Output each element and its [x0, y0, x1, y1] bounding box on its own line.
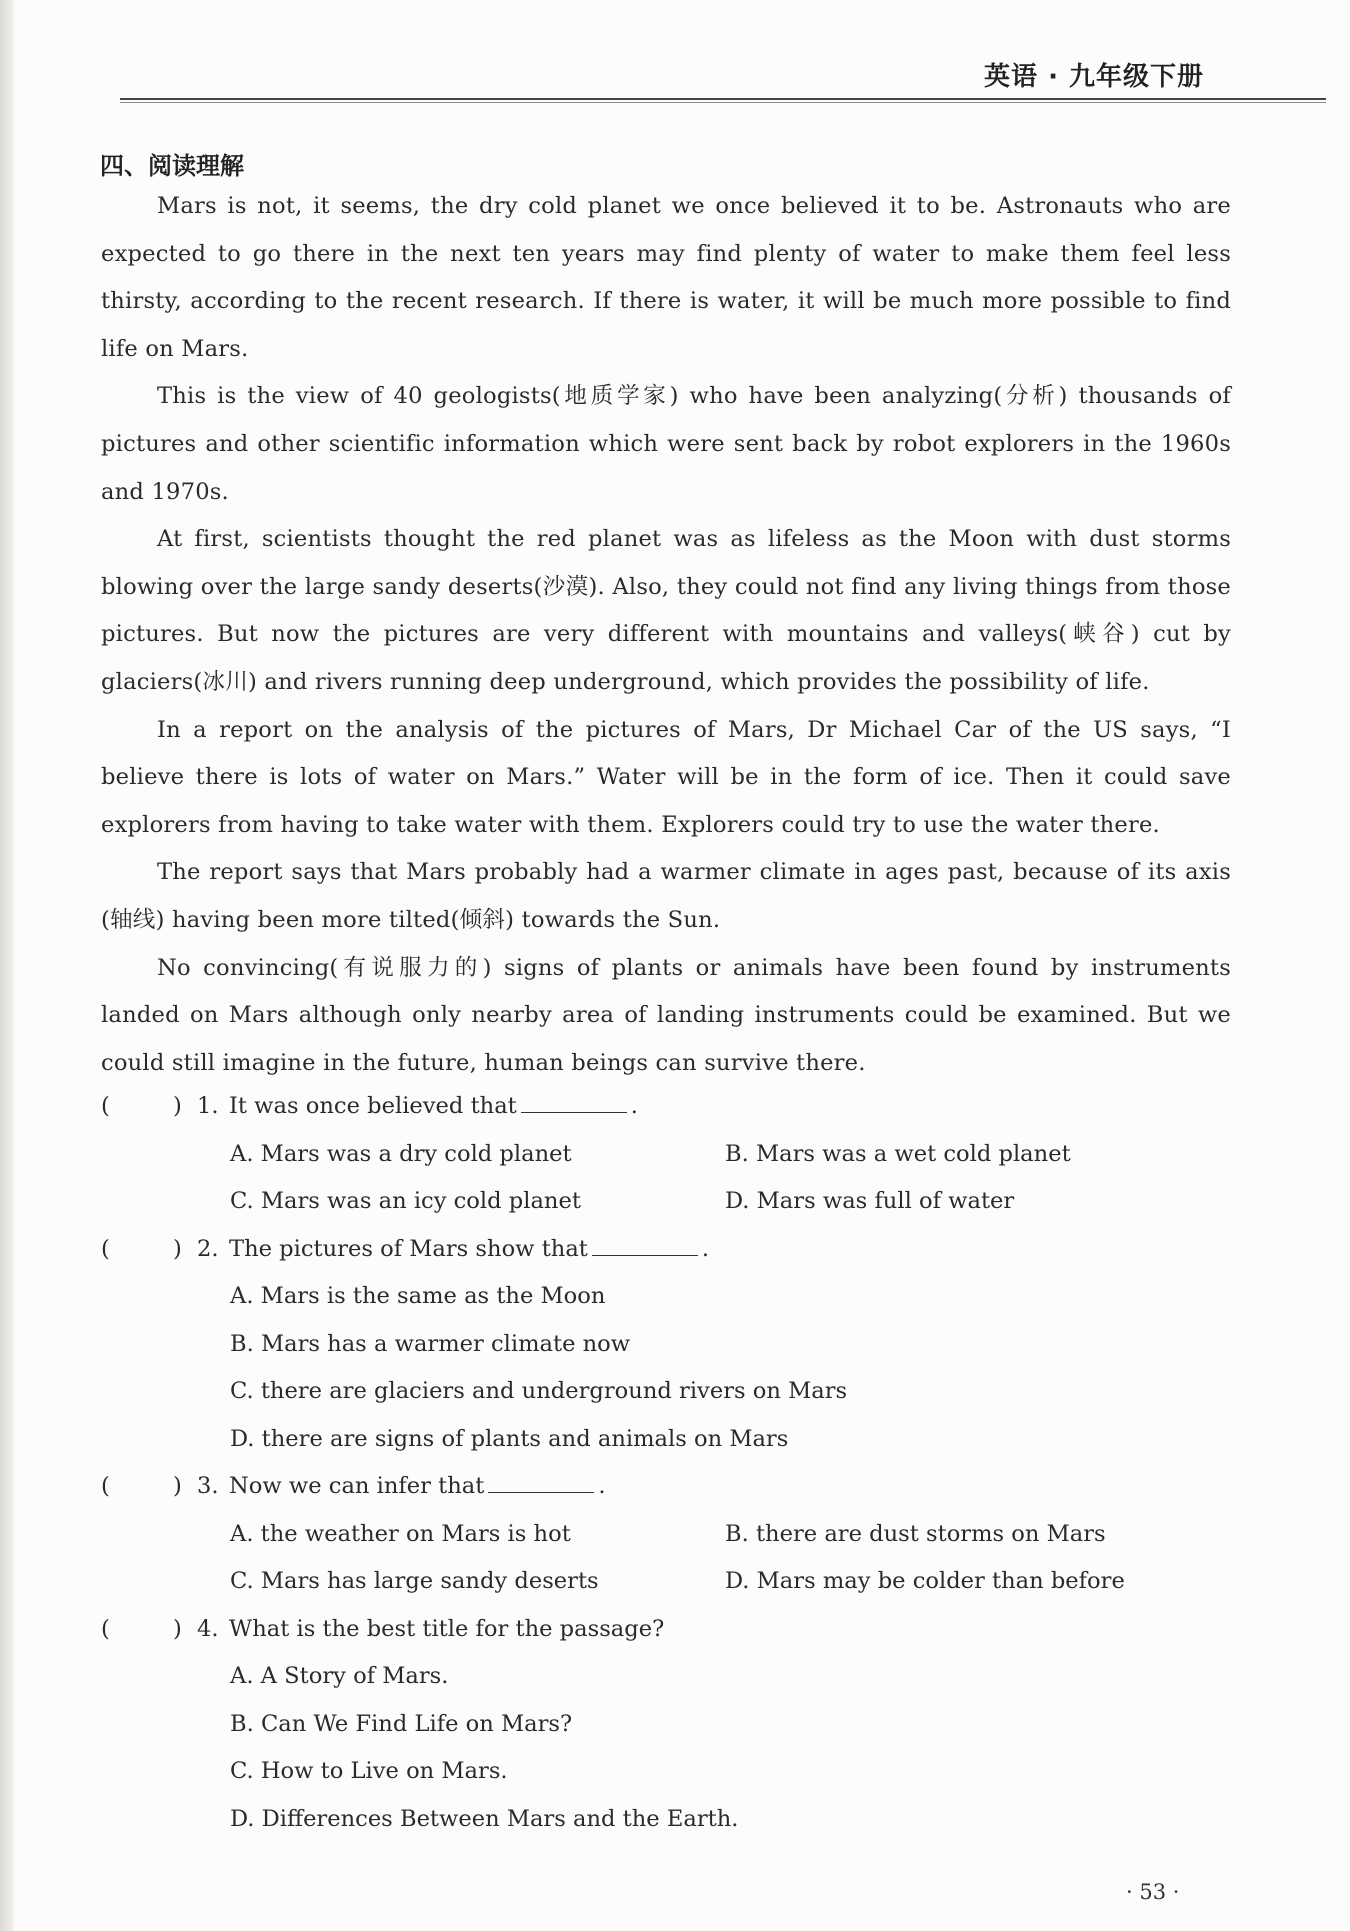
answer-paren-open: ( — [101, 1615, 110, 1642]
option-row — [101, 1273, 1231, 1321]
question-3 — [101, 1463, 1231, 1511]
question-4 — [101, 1606, 1231, 1654]
option-row — [101, 1416, 1231, 1464]
answer-paren-close: ) — [173, 1615, 182, 1642]
question-2 — [101, 1226, 1231, 1274]
option-row — [101, 1653, 1231, 1701]
header-divider — [120, 98, 1326, 100]
option-b: B. Can We Find Life on Mars? — [230, 1710, 573, 1737]
question-stem: It was once believed that . — [229, 1083, 638, 1131]
answer-blank — [488, 1470, 594, 1493]
option-d: D. Differences Between Mars and the Earth. — [230, 1805, 739, 1832]
option-row — [101, 1131, 1231, 1179]
option-a: A. Mars was a dry cold planet — [230, 1140, 572, 1167]
option-a: A. A Story of Mars. — [230, 1663, 449, 1689]
header-divider-thin — [120, 102, 1326, 103]
option-c: C. Mars was an icy cold planet — [230, 1188, 581, 1214]
option-d: D. there are signs of plants and animals on Mars — [230, 1425, 789, 1452]
option-c: C. there are glaciers and underground rivers on Mars — [230, 1378, 848, 1404]
option-row — [101, 1796, 1231, 1844]
answer-blank — [592, 1233, 698, 1256]
page-number: · 53 · — [1126, 1880, 1180, 1904]
passage-paragraph: The report says that Mars probably had a warmer climate in ages past, because of its axis (轴线) having been more tilted(倾斜) towards the Sun. — [101, 859, 1231, 933]
option-row — [101, 1321, 1231, 1369]
option-b: B. Mars has a warmer climate now — [230, 1330, 631, 1357]
answer-paren-open: ( — [101, 1093, 110, 1119]
option-b: B. Mars was a wet cold planet — [725, 1140, 1071, 1167]
question-number: 4. — [197, 1615, 219, 1642]
option-row — [101, 1178, 1231, 1226]
passage-paragraph: In a report on the analysis of the pictures of Mars, Dr Michael Car of the US says, “I believe there is lots of water on Mars.” Water will be in the form of ice. Then it could save explorers from having to take water with them. Explorers could try to use the water there. — [101, 716, 1231, 838]
option-row — [101, 1368, 1231, 1416]
question-stem: What is the best title for the passage? — [229, 1615, 665, 1642]
section-title: 四、阅读理解 — [100, 152, 244, 180]
answer-paren-close: ) — [173, 1235, 182, 1262]
option-b: B. there are dust storms on Mars — [725, 1520, 1106, 1547]
question-number: 1. — [197, 1093, 219, 1119]
question-number: 2. — [197, 1235, 219, 1262]
question-list — [101, 1083, 1231, 1843]
option-row — [101, 1511, 1231, 1559]
passage-paragraph: Mars is not, it seems, the dry cold planet we once believed it to be. Astronauts who are expected to go there in the next ten years may find plenty of water to make them feel less thirsty, according to the recent research. If there is water, it will be much more possible to find life on Mars. — [101, 193, 1231, 362]
answer-blank — [521, 1090, 627, 1113]
question-number: 3. — [197, 1473, 219, 1499]
option-a: A. the weather on Mars is hot — [230, 1520, 571, 1547]
reading-passage — [101, 183, 1231, 1087]
option-row — [101, 1558, 1231, 1606]
question-stem: Now we can infer that . — [229, 1463, 606, 1511]
option-d: D. Mars may be colder than before — [725, 1568, 1125, 1594]
passage-paragraph: This is the view of 40 geologists(地质学家) who have been analyzing(分析) thousands of pictures and other scientific information which were sent back by robot explorers in the 1960s and 1970s. — [101, 383, 1231, 505]
question-1 — [101, 1083, 1231, 1131]
passage-paragraph: At first, scientists thought the red planet was as lifeless as the Moon with dust storms blowing over the large sandy deserts(沙漠). Also, they could not find any living things from those pictures. But now the pictures are very different with mountains and valleys(峡谷) cut by glaciers(冰川) and rivers running deep underground, which provides the possibility of life. — [101, 526, 1231, 695]
page-edge-shadow — [0, 0, 14, 1931]
option-c: C. How to Live on Mars. — [230, 1758, 508, 1784]
option-a: A. Mars is the same as the Moon — [230, 1283, 606, 1309]
option-row — [101, 1701, 1231, 1749]
answer-paren-close: ) — [173, 1093, 182, 1119]
book-title: 英语 · 九年级下册 — [984, 62, 1204, 92]
option-row — [101, 1748, 1231, 1796]
answer-paren-open: ( — [101, 1235, 110, 1262]
option-d: D. Mars was full of water — [725, 1188, 1015, 1214]
passage-paragraph: No convincing(有说服力的) signs of plants or animals have been found by instruments landed on Mars although only nearby area of landing instruments could be examined. But we could still imagine in the future, human beings can survive there. — [101, 954, 1231, 1076]
question-stem: The pictures of Mars show that . — [229, 1226, 709, 1274]
option-c: C. Mars has large sandy deserts — [230, 1568, 599, 1594]
answer-paren-open: ( — [101, 1473, 110, 1499]
answer-paren-close: ) — [173, 1473, 182, 1499]
